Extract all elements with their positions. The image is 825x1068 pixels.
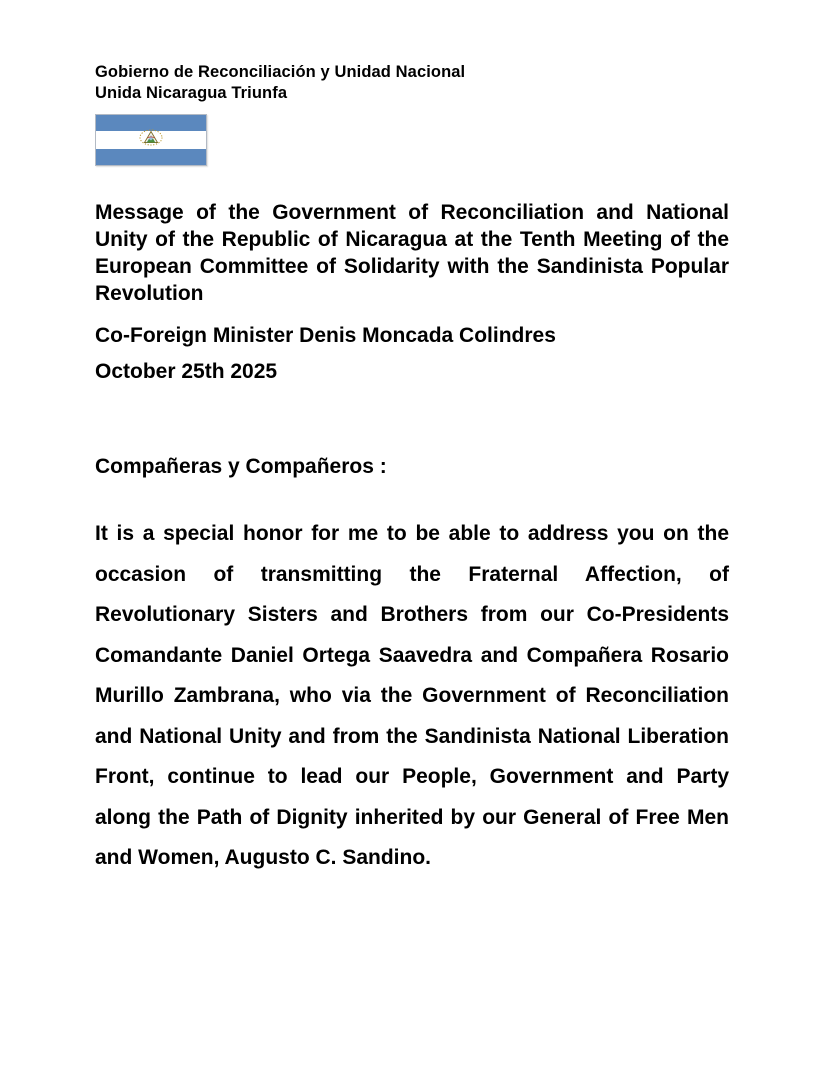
page-content xyxy=(95,62,729,879)
author-line: Co-Foreign Minister Denis Moncada Colindres xyxy=(95,324,556,347)
letterhead xyxy=(95,62,729,104)
salutation-line: Compañeras y Compañeros : xyxy=(95,455,387,478)
document-title: Message of the Government of Reconciliation and National Unity of the Republic of Nicaragua at the Tenth Meeting of the European Committee of Solidarity with the Sandinista Popular Revolution xyxy=(95,201,729,305)
date-line: October 25th 2025 xyxy=(95,360,278,383)
nicaragua-flag-image xyxy=(95,114,207,166)
body-paragraph: It is a special honor for me to be able to address you on the occasion of transmitting the Fraternal Affection, of Revolutionary Sisters and Brothers from our Co-Presidents Comandante Daniel Ortega Saavedra and Compañera Rosario Murillo Zambrana, who via the Government of Reconciliation and National Unity and from the Sandinista National Liberation Front, continue to lead our People, Government and Party along the Path of Dignity inherited by our General of Free Men and Women, Augusto C. Sandino. xyxy=(95,522,729,869)
coat-of-arms-icon xyxy=(138,129,164,152)
letterhead-line-1: Gobierno de Reconciliación y Unidad Nacional xyxy=(95,63,466,81)
letterhead-line-2: Unida Nicaragua Triunfa xyxy=(95,84,288,102)
